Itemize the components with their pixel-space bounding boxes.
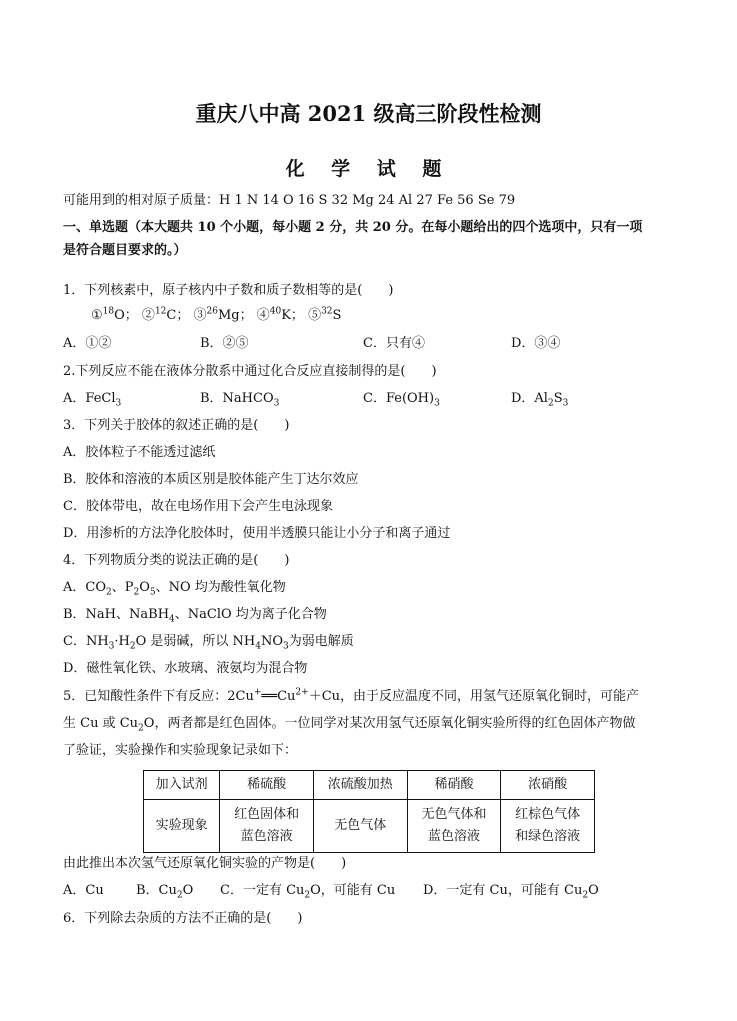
table-header-cell: 稀硝酸 <box>407 771 501 800</box>
q2-option-d: D．$Al_2S_3$ <box>511 391 569 409</box>
q4-stem: 4．下列物质分类的说法正确的是( ) <box>63 553 290 568</box>
q6-stem: 6．下列除去杂质的方法不正确的是( ) <box>63 911 303 926</box>
q3-stem: 3．下列关于胶体的叙述正确的是( ) <box>63 418 290 433</box>
q4-option-c: C．$NH_3\cdot H_2O$ 是弱碱，所以 $NH_4NO_3$为弱电解质 <box>63 634 354 652</box>
q1-stem: 1．下列核素中，原子核内中子数和质子数相等的是( ) <box>63 283 394 298</box>
section-heading-line2: 是符合题目要求的。） <box>63 243 187 258</box>
exam-title: 重庆八中高 2021 级高三阶段性检测 <box>195 101 542 126</box>
q4-option-b: B．NaH、NaBH$_4$、NaClO 均为离子化合物 <box>63 607 327 625</box>
table-header-row <box>144 771 595 800</box>
q2-option-c: C．$Fe(OH)_3$ <box>363 391 440 409</box>
q1-nuclides: ①$^{18}$O； ②$^{12}$C； ③$^{26}$Mg； ④$^{40}$K； ⑤$^{32}$S <box>91 306 342 323</box>
q5-option-d: D．一定有 Cu，可能有 $Cu_2O$ <box>423 883 599 901</box>
q2-option-b: B．NaHCO$_3$ <box>200 391 280 409</box>
q1-option-b: B．②⑤ <box>200 336 249 351</box>
table-cell: 红色固体和 蓝色溶液 <box>220 800 314 853</box>
table-header-cell: 加入试剂 <box>144 771 220 800</box>
table-row <box>144 800 595 853</box>
q5-stem-line2: 生 Cu 或 $Cu_2O$，两者都是红色固体。一位同学对某次用氢气还原氧化铜实验所得的红色固体产物做 <box>63 716 636 734</box>
atomic-masses: 可能用到的相对原子质量：H 1 N 14 O 16 S 32 Mg 24 Al 27 Fe 56 Se 79 <box>63 193 516 208</box>
table-header-cell: 浓硝酸 <box>501 771 595 800</box>
q5-stem-line3: 了验证，实验操作和实验现象记录如下： <box>63 743 298 758</box>
q1-option-a: A．①② <box>63 336 112 351</box>
table-cell: 红棕色气体 和绿色溶液 <box>501 800 595 853</box>
table-header-cell: 浓硫酸加热 <box>313 771 407 800</box>
table-cell: 无色气体 <box>313 800 407 853</box>
table-row-label: 实验现象 <box>144 800 220 853</box>
q2-option-a: A．FeCl$_3$ <box>63 391 122 409</box>
q3-option-d: D．用渗析的方法净化胶体时，使用半透膜只能让小分子和离子通过 <box>63 526 451 541</box>
experiment-table <box>143 770 595 853</box>
q5-option-a: A．Cu <box>63 883 104 898</box>
q2-stem: 2.下列反应不能在液体分散系中通过化合反应直接制得的是( ) <box>63 364 437 379</box>
q5-option-c: C．一定有 $Cu_2O$，可能有 Cu <box>220 883 396 901</box>
q1-option-c: C．只有④ <box>363 336 425 351</box>
q1-option-d: D．③④ <box>511 336 561 351</box>
q5-stem-line1: 5．已知酸性条件下有反应：$2Cu^+══Cu^{2+}+Cu$，由于反应温度不同，用氢气还原氧化铜时，可能产 <box>63 687 640 704</box>
q5-option-b: B．$Cu_2O$ <box>136 883 194 901</box>
table-header-cell: 稀硫酸 <box>220 771 314 800</box>
subject-title: 化 学 试 题 <box>285 158 452 180</box>
q3-option-c: C．胶体带电，故在电场作用下会产生电泳现象 <box>63 499 333 514</box>
q4-option-d: D．磁性氧化铁、水玻璃、液氨均为混合物 <box>63 661 308 676</box>
q3-option-a: A．胶体粒子不能透过滤纸 <box>63 445 216 460</box>
q5-question: 由此推出本次氢气还原氧化铜实验的产物是( ) <box>63 856 347 871</box>
q4-option-a: A．$CO_2$、$P_2O_5$、NO 均为酸性氧化物 <box>63 580 286 598</box>
table-cell: 无色气体和 蓝色溶液 <box>407 800 501 853</box>
q3-option-b: B．胶体和溶液的本质区别是胶体能产生丁达尔效应 <box>63 472 359 487</box>
section-heading-line1: 一、单选题（本大题共 10 个小题，每小题 2 分，共 20 分。在每小题给出的四个选项中，只有一项 <box>63 220 643 235</box>
